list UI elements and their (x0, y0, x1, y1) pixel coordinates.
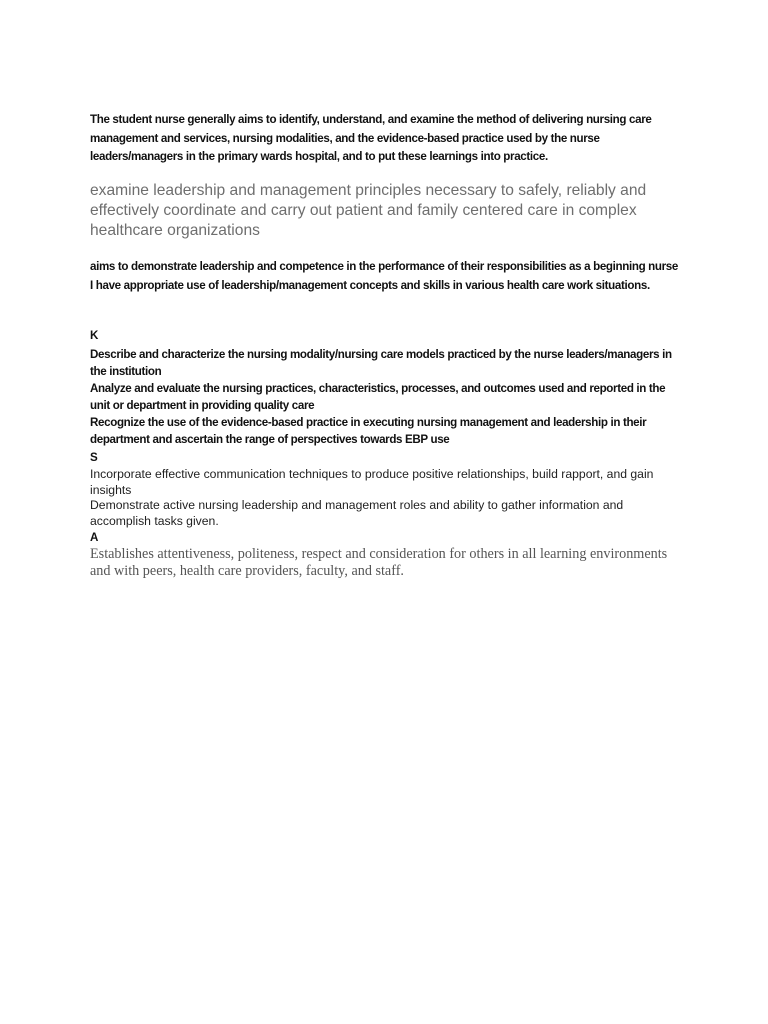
skills-heading: S (90, 451, 98, 464)
knowledge-item: Describe and characterize the nursing modality/nursing care models practiced by the nurse leaders/managers in the institution (90, 348, 672, 378)
skills-item: Demonstrate active nursing leadership and management roles and ability to gather information and accomplish tasks given. (90, 498, 624, 528)
knowledge-list (90, 346, 680, 448)
attitude-paragraph: Establishes attentiveness, politeness, respect and consideration for others in all learning environments and with peers, health care providers, faculty, and staff. (90, 546, 668, 579)
skills-item: Incorporate effective communication techniques to produce positive relationships, build rapport, and gain insights (90, 467, 654, 497)
attitude-heading: A (90, 531, 99, 544)
aims-paragraph: aims to demonstrate leadership and competence in the performance of their responsibilities as a beginning nurse I have appropriate use of leadership/management concepts and skills in various health care work situations. (90, 260, 679, 292)
principles-paragraph: examine leadership and management principles necessary to safely, reliably and effectively coordinate and carry out patient and family centered care in complex healthcare organizations (90, 182, 647, 239)
knowledge-item: Analyze and evaluate the nursing practices, characteristics, processes, and outcomes used and reported in the unit or department in providing quality care (90, 382, 666, 412)
skills-list (90, 467, 680, 529)
intro-paragraph: The student nurse generally aims to identify, understand, and examine the method of delivering nursing care management and services, nursing modalities, and the evidence-based practice used by the nurse leaders/managers in the primary wards hospital, and to put these learnings into practice. (90, 113, 652, 163)
knowledge-item: Recognize the use of the evidence-based practice in executing nursing management and leadership in their department and ascertain the range of perspectives towards EBP use (90, 416, 647, 446)
knowledge-heading: K (90, 329, 99, 342)
